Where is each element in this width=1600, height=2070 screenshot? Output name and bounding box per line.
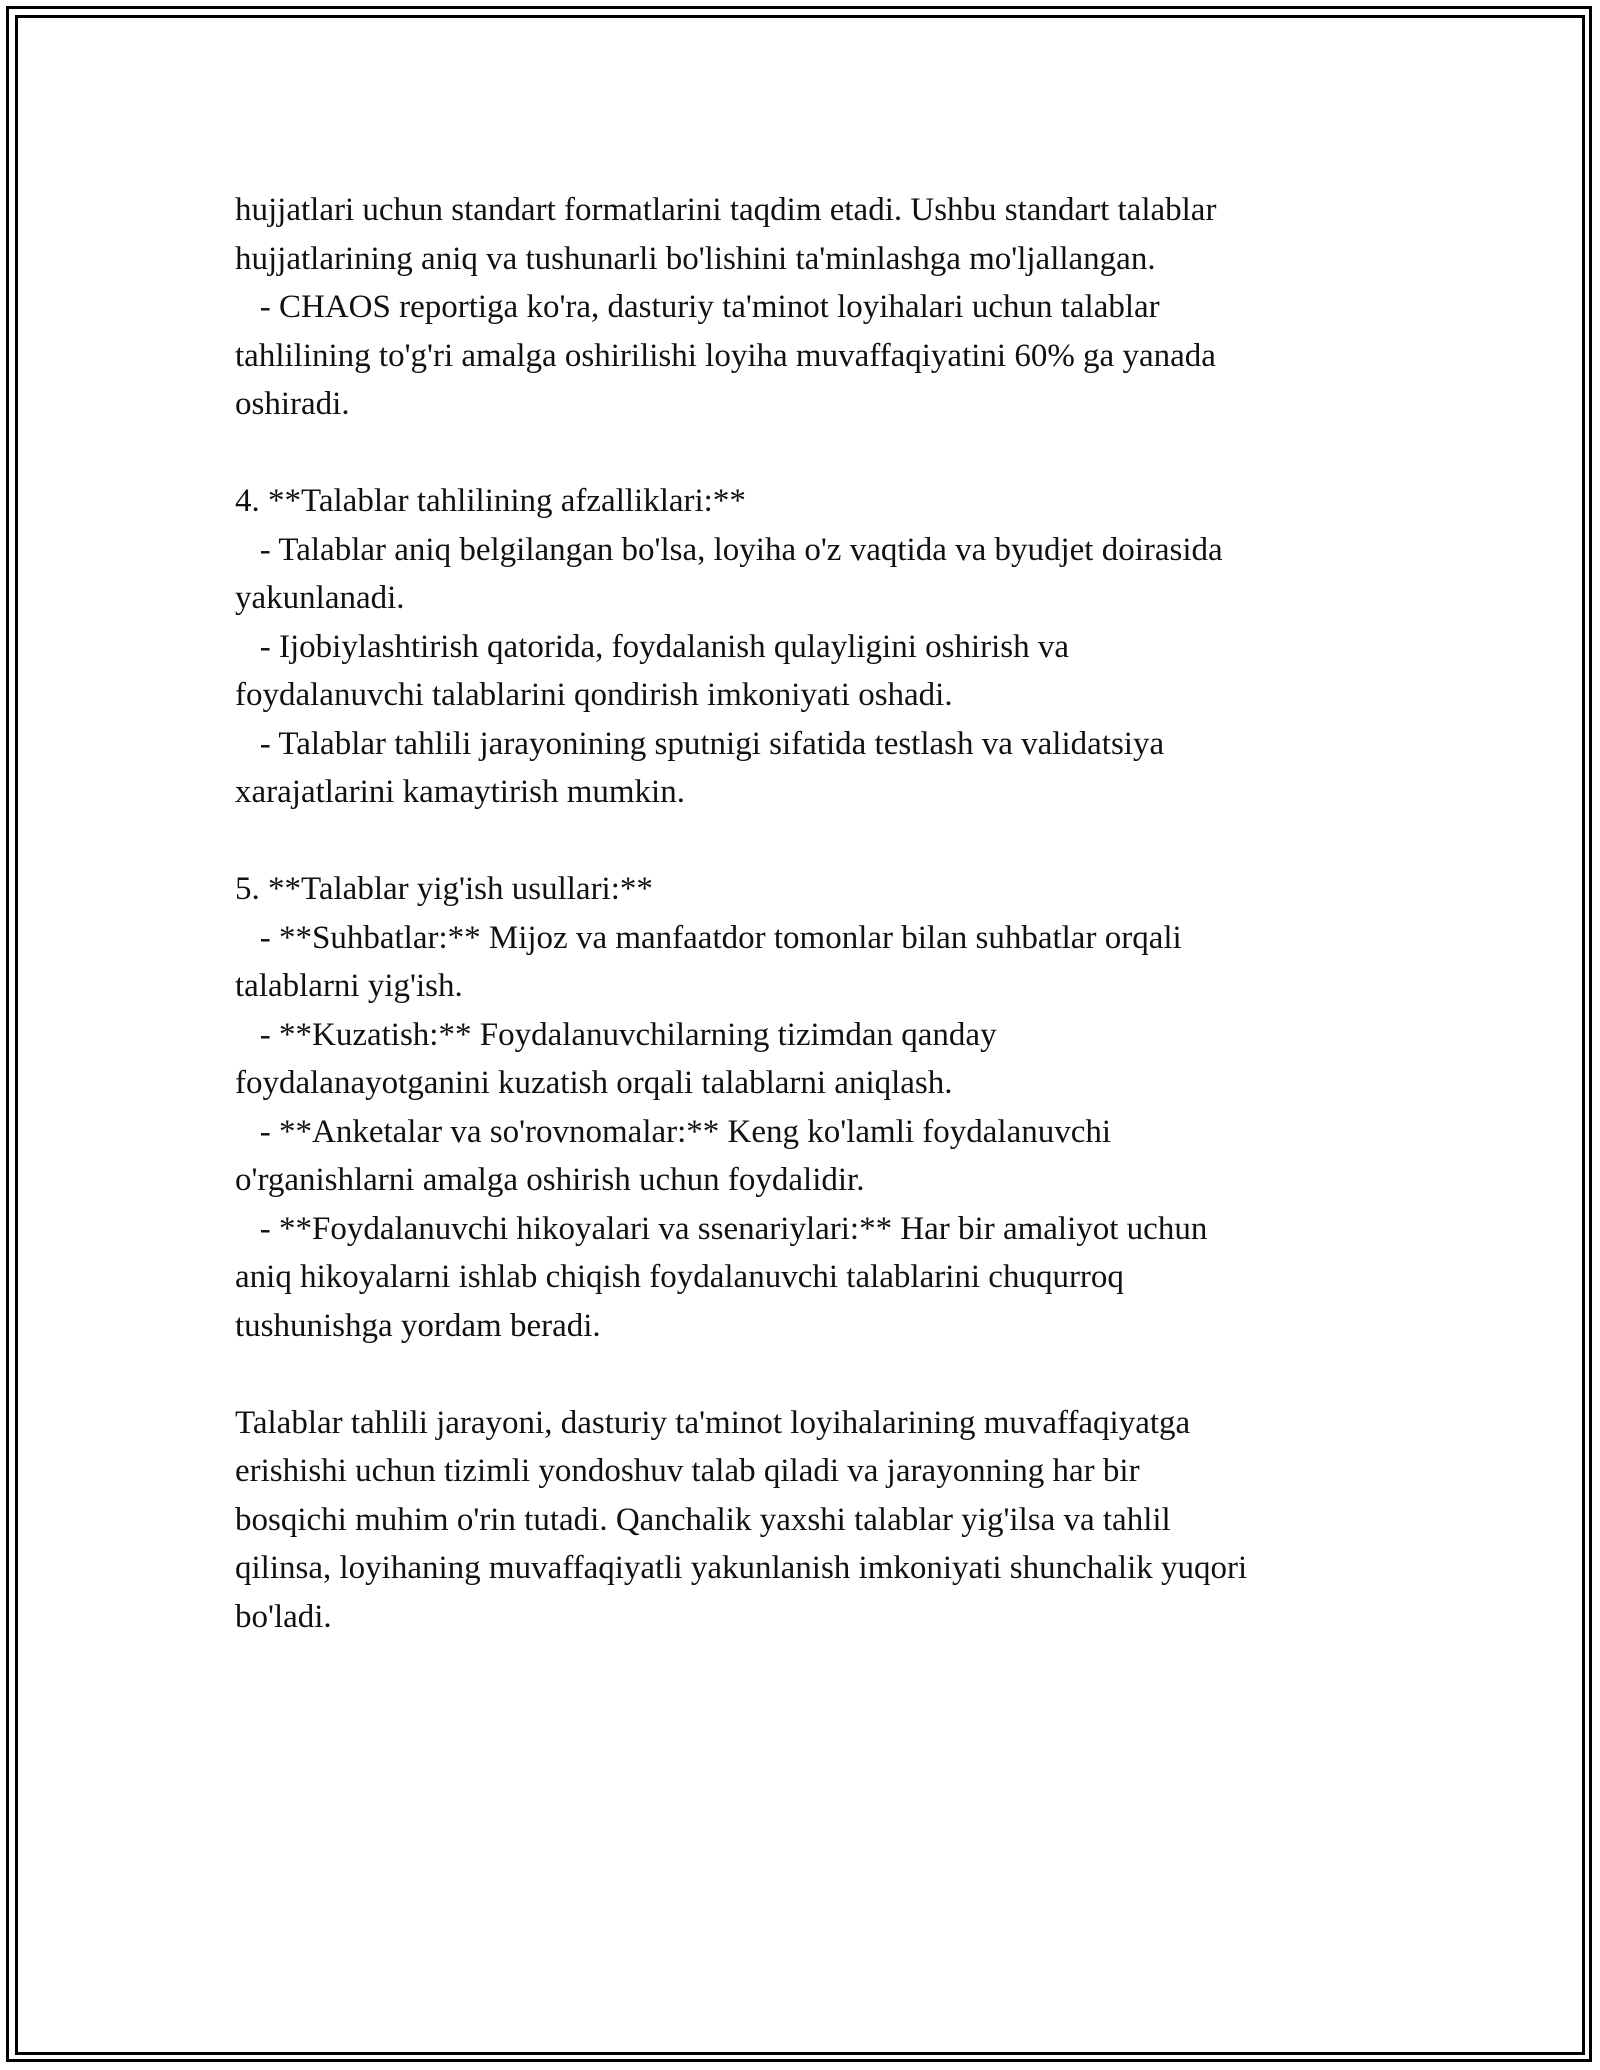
text-line: erishishi uchun tizimli yondoshuv talab qiladi va jarayonning har bir bbox=[235, 1453, 1140, 1489]
text-line: - Ijobiylashtirish qatorida, foydalanish qulayligini oshirish va bbox=[235, 628, 1070, 665]
text-line: talablarni yig'ish. bbox=[235, 968, 463, 1004]
text-line: Talablar tahlili jarayoni, dasturiy ta'minot loyihalarining muvaffaqiyatga bbox=[235, 1404, 1191, 1441]
text-line: - **Anketalar va so'rovnomalar:** Keng ko'lamli foydalanuvchi bbox=[235, 1113, 1112, 1150]
paragraph-gap bbox=[235, 429, 1395, 478]
text-line: bo'ladi. bbox=[235, 1598, 332, 1635]
text-line: - **Kuzatish:** Foydalanuvchilarning tizimdan qanday bbox=[235, 1016, 997, 1053]
section-heading: 4. **Talablar tahlilining afzalliklari:** bbox=[235, 483, 746, 519]
text-line: qilinsa, loyihaning muvaffaqiyatli yakunlanish imkoniyati shunchalik yuqori bbox=[235, 1550, 1248, 1586]
text-line: tahlilining to'g'ri amalga oshirilishi loyiha muvaffaqiyatini 60% ga yanada bbox=[235, 337, 1216, 374]
text-line: aniq hikoyalarni ishlab chiqish foydalanuvchi talablarini chuqurroq bbox=[235, 1259, 1124, 1295]
text-line: o'rganishlarni amalga oshirish uchun foydalidir. bbox=[235, 1162, 865, 1198]
text-line: - **Foydalanuvchi hikoyalari va ssenariylari:** Har bir amaliyot uchun bbox=[235, 1210, 1208, 1247]
text-line: hujjatlarining aniq va tushunarli bo'lishini ta'minlashga mo'ljallangan. bbox=[235, 240, 1156, 277]
text-line: hujjatlari uchun standart formatlarini taqdim etadi. Ushbu standart talablar bbox=[235, 192, 1217, 228]
text-line: - **Suhbatlar:** Mijoz va manfaatdor tomonlar bilan suhbatlar orqali bbox=[235, 919, 1182, 956]
text-line: - CHAOS reportiga ko'ra, dasturiy ta'minot loyihalari uchun talablar bbox=[235, 289, 1160, 325]
text-line: foydalanuvchi talablarini qondirish imkoniyati oshadi. bbox=[235, 677, 953, 713]
text-line: xarajatlarini kamaytirish mumkin. bbox=[235, 774, 685, 810]
paragraph-gap bbox=[235, 1350, 1395, 1399]
text-line: oshiradi. bbox=[235, 386, 350, 422]
text-line: yakunlanadi. bbox=[235, 580, 405, 616]
text-line: tushunishga yordam beradi. bbox=[235, 1307, 601, 1344]
section-heading: 5. **Talablar yig'ish usullari:** bbox=[235, 871, 653, 907]
document-body bbox=[235, 186, 1395, 1641]
text-line: bosqichi muhim o'rin tutadi. Qanchalik yaxshi talablar yig'ilsa va tahlil bbox=[235, 1501, 1171, 1538]
text-line: - Talablar tahlili jarayonining sputnigi sifatida testlash va validatsiya bbox=[235, 725, 1165, 762]
paragraph-gap bbox=[235, 817, 1395, 866]
text-line: - Talablar aniq belgilangan bo'lsa, loyiha o'z vaqtida va byudjet doirasida bbox=[235, 531, 1223, 568]
text-line: foydalanayotganini kuzatish orqali talablarni aniqlash. bbox=[235, 1065, 953, 1101]
